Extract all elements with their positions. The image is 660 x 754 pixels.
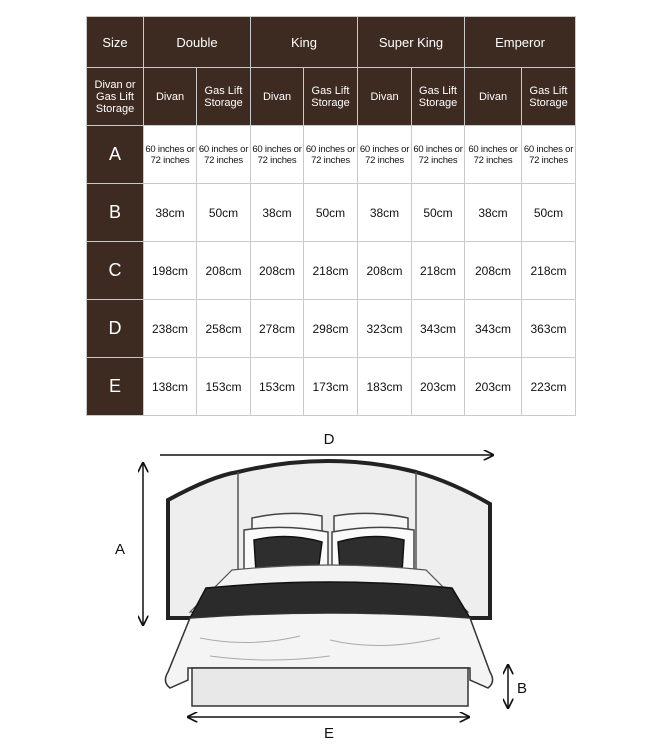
bed-illustration-icon: [0, 420, 660, 754]
size-double-header: Double: [144, 17, 251, 68]
table-cell: 208cm: [358, 242, 412, 300]
row-label: E: [87, 358, 144, 416]
row-label: C: [87, 242, 144, 300]
table-cell: 343cm: [465, 300, 522, 358]
bed-size-table: [86, 16, 576, 416]
row-label: B: [87, 184, 144, 242]
subheader-cell: Gas Lift Storage: [197, 68, 251, 126]
dimension-b-label: B: [516, 680, 528, 697]
subheader-cell: Gas Lift Storage: [522, 68, 576, 126]
table-cell: 238cm: [144, 300, 197, 358]
subheader-cell: Divan: [358, 68, 412, 126]
size-header: Size: [87, 17, 144, 68]
table-row: [87, 300, 576, 358]
table-cell: 60 inches or 72 inches: [522, 126, 576, 184]
table-row: [87, 184, 576, 242]
size-super-king-header: Super King: [358, 17, 465, 68]
table-cell: 60 inches or 72 inches: [251, 126, 304, 184]
table-cell: 183cm: [358, 358, 412, 416]
table-cell: 343cm: [412, 300, 465, 358]
dimension-d-label: D: [323, 431, 335, 448]
subheader-cell: Divan: [465, 68, 522, 126]
table-cell: 138cm: [144, 358, 197, 416]
table-cell: 203cm: [465, 358, 522, 416]
table-cell: 278cm: [251, 300, 304, 358]
table-cell: 50cm: [412, 184, 465, 242]
table-cell: 38cm: [358, 184, 412, 242]
subheader-cell: Gas Lift Storage: [304, 68, 358, 126]
row-label: D: [87, 300, 144, 358]
table-cell: 60 inches or 72 inches: [412, 126, 465, 184]
table-cell: 153cm: [197, 358, 251, 416]
size-emperor-header: Emperor: [465, 17, 576, 68]
type-header: Divan or Gas Lift Storage: [87, 68, 144, 126]
table-cell: 60 inches or 72 inches: [304, 126, 358, 184]
subheader-cell: Divan: [251, 68, 304, 126]
size-header-row: [87, 17, 576, 68]
table-cell: 173cm: [304, 358, 358, 416]
table-cell: 218cm: [304, 242, 358, 300]
table-cell: 60 inches or 72 inches: [197, 126, 251, 184]
table-cell: 223cm: [522, 358, 576, 416]
table-cell: 38cm: [465, 184, 522, 242]
table-cell: 363cm: [522, 300, 576, 358]
divan-base: [192, 668, 468, 706]
table-cell: 323cm: [358, 300, 412, 358]
table-cell: 208cm: [251, 242, 304, 300]
dimension-e-label: E: [323, 725, 335, 742]
table-row: [87, 242, 576, 300]
table-cell: 50cm: [197, 184, 251, 242]
table-cell: 60 inches or 72 inches: [144, 126, 197, 184]
dimension-a-label: A: [114, 541, 126, 558]
row-label: A: [87, 126, 144, 184]
table-cell: 60 inches or 72 inches: [358, 126, 412, 184]
table-cell: 208cm: [197, 242, 251, 300]
table-cell: 298cm: [304, 300, 358, 358]
table-cell: 208cm: [465, 242, 522, 300]
table-cell: 153cm: [251, 358, 304, 416]
size-king-header: King: [251, 17, 358, 68]
subheader-cell: Gas Lift Storage: [412, 68, 465, 126]
table-cell: 38cm: [251, 184, 304, 242]
table-cell: 50cm: [304, 184, 358, 242]
table-cell: 203cm: [412, 358, 465, 416]
table-cell: 198cm: [144, 242, 197, 300]
table-cell: 218cm: [522, 242, 576, 300]
subheader-cell: Divan: [144, 68, 197, 126]
table-cell: 60 inches or 72 inches: [465, 126, 522, 184]
table-cell: 50cm: [522, 184, 576, 242]
table-row: [87, 358, 576, 416]
table-cell: 218cm: [412, 242, 465, 300]
table-cell: 258cm: [197, 300, 251, 358]
table-row: [87, 126, 576, 184]
type-header-row: [87, 68, 576, 126]
table-cell: 38cm: [144, 184, 197, 242]
